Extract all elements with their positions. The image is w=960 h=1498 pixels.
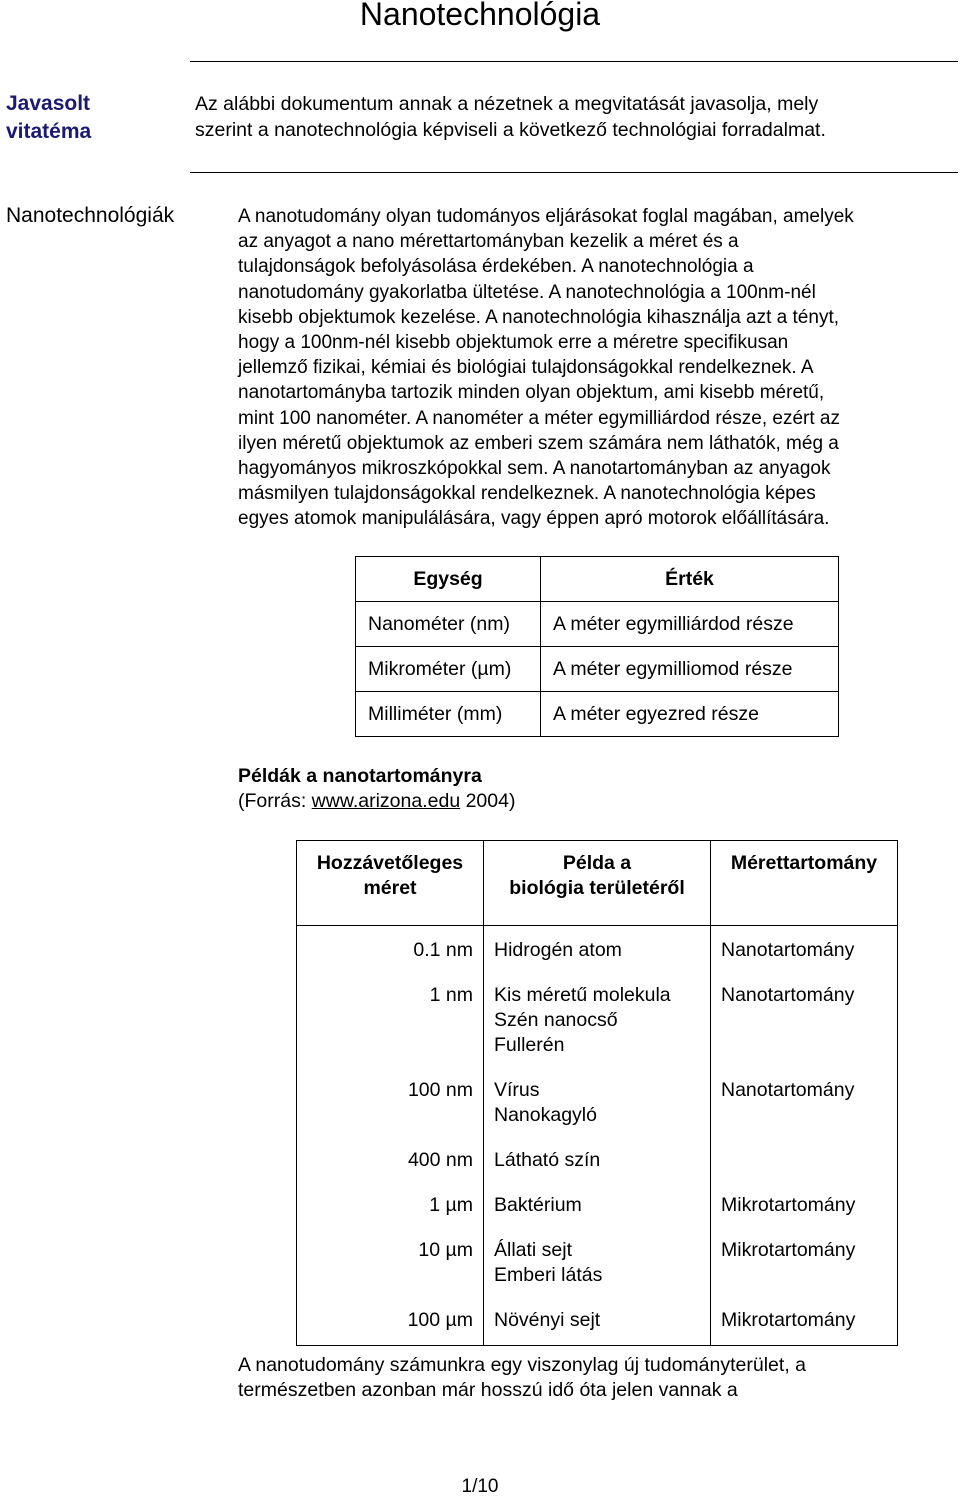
proposed-topic-label-line2: vitatéma: [6, 120, 92, 143]
example-cell: [484, 1218, 711, 1288]
example-line: Fullerén: [494, 1034, 565, 1056]
paragraph-line: hogy a 100nm-nél kisebb objektumok erre a méretre specifikusan: [238, 332, 789, 354]
source-prefix: (Forrás:: [238, 790, 312, 812]
range-cell: Nanotartomány: [711, 926, 898, 964]
size-cell: 100 nm: [297, 1058, 484, 1128]
proposed-topic-text: [195, 91, 826, 143]
paragraph-line: másmilyen tulajdonságokkal rendelkeznek. A nanotechnológia képes: [238, 483, 816, 505]
table-row: [297, 963, 898, 1058]
table-row: [356, 692, 839, 737]
examples-table: [296, 840, 898, 1346]
size-cell: 10 µm: [297, 1218, 484, 1288]
example-cell: [484, 926, 711, 964]
units-table: [355, 556, 839, 737]
size-cell: 100 µm: [297, 1288, 484, 1346]
page-title: Nanotechnológia: [359, 0, 601, 32]
size-cell: 1 nm: [297, 963, 484, 1058]
range-cell: Nanotartomány: [711, 1058, 898, 1128]
paragraph-line: jellemző fizikai, kémiai és biológiai tulajdonságokkal rendelkeznek. A: [238, 357, 814, 379]
table-row: [297, 1058, 898, 1128]
table-row: [297, 1288, 898, 1346]
paragraph-line: hagyományos mikroszkópokkal sem. A nanotartományban az anyagok: [238, 458, 831, 480]
paragraph-line: az anyagot a nano mérettartományban kezelik a méret és a: [238, 231, 739, 253]
range-cell: Mikrotartomány: [711, 1288, 898, 1346]
paragraph-line: kisebb objektumok kezelése. A nanotechnológia kihasználja azt a tényt,: [238, 306, 839, 328]
closing-paragraph: [238, 1353, 806, 1403]
source-suffix: 2004): [460, 790, 516, 812]
header-example: [484, 841, 711, 926]
size-cell: 400 nm: [297, 1128, 484, 1173]
range-cell: [711, 1128, 898, 1173]
paragraph-line: egyes atomok manipulálására, vagy éppen apró motorok előállítására.: [238, 508, 830, 530]
value-cell: A méter egyezred része: [541, 692, 839, 737]
table-row: [356, 647, 839, 692]
example-line: Emberi látás: [494, 1264, 603, 1286]
example-cell: [484, 1288, 711, 1346]
example-line: Állati sejt: [494, 1239, 573, 1261]
header-range: Mérettartomány: [711, 841, 898, 926]
proposed-topic-label: [6, 90, 91, 146]
range-cell: Nanotartomány: [711, 963, 898, 1058]
proposed-topic-label-line1: Javasolt: [6, 92, 91, 115]
unit-cell: Mikrométer (µm): [356, 647, 541, 692]
paragraph-line: ilyen méretű objektumok az emberi szem számára nem láthatók, még a: [238, 432, 839, 454]
nanotech-section-text: [238, 204, 854, 532]
size-cell: 1 µm: [297, 1173, 484, 1218]
example-line: Növényi sejt: [494, 1309, 601, 1331]
units-header-value: Érték: [541, 557, 839, 602]
paragraph-line: A nanotudomány számunkra egy viszonylag új tudományterület, a: [238, 1354, 806, 1376]
unit-cell: Nanométer (nm): [356, 602, 541, 647]
table-row: [297, 1128, 898, 1173]
range-cell: Mikrotartomány: [711, 1173, 898, 1218]
example-line: Kis méretű molekula: [494, 984, 671, 1006]
title-divider: [190, 61, 958, 62]
range-cell: Mikrotartomány: [711, 1218, 898, 1288]
proposed-topic-line: Az alábbi dokumentum annak a nézetnek a megvitatását javasolja, mely: [195, 93, 819, 115]
examples-heading: Példák a nanotartományra: [238, 765, 482, 787]
units-header-unit: Egység: [356, 557, 541, 602]
paragraph-line: nanotudomány gyakorlatba ültetése. A nanotechnológia a 100nm-nél: [238, 281, 816, 303]
example-line: Látható szín: [494, 1149, 601, 1171]
proposed-topic-line: szerint a nanotechnológia képviseli a következő technológiai forradalmat.: [195, 119, 826, 141]
size-cell: 0.1 nm: [297, 926, 484, 964]
paragraph-line: tulajdonságok befolyásolása érdekében. A nanotechnológia a: [238, 256, 754, 278]
paragraph-line: nanotartományba tartozik minden olyan objektum, ami kisebb méretű,: [238, 382, 825, 404]
units-table-header-row: [356, 557, 839, 602]
example-line: Vírus: [494, 1079, 540, 1101]
example-cell: [484, 1128, 711, 1173]
paragraph-line: A nanotudomány olyan tudományos eljárásokat foglal magában, amelyek: [238, 206, 854, 227]
nanotech-section-label: Nanotechnológiák: [6, 204, 175, 227]
value-cell: A méter egymilliomod része: [541, 647, 839, 692]
table-row: [356, 602, 839, 647]
unit-cell: Milliméter (mm): [356, 692, 541, 737]
example-line: Szén nanocső: [494, 1009, 618, 1031]
example-cell: [484, 963, 711, 1058]
examples-source: [238, 789, 515, 814]
example-cell: [484, 1173, 711, 1218]
paragraph-line: természetben azonban már hosszú idő óta jelen vannak a: [238, 1379, 738, 1401]
examples-header-row: [297, 841, 898, 926]
header-size-line2: méret: [363, 877, 417, 899]
header-example-line1: Példa a: [562, 852, 632, 874]
example-line: Baktérium: [494, 1194, 582, 1216]
example-cell: [484, 1058, 711, 1128]
source-link[interactable]: www.arizona.edu: [311, 790, 461, 812]
table-row: [297, 926, 898, 964]
example-line: Nanokagyló: [494, 1104, 597, 1126]
example-line: Hidrogén atom: [494, 939, 622, 961]
paragraph-line: mint 100 nanométer. A nanométer a méter egymilliárdod része, ezért az: [238, 407, 840, 429]
examples-heading-block: [238, 764, 515, 814]
table-row: [297, 1173, 898, 1218]
value-cell: A méter egymilliárdod része: [541, 602, 839, 647]
header-size-line1: Hozzávetőleges: [316, 852, 464, 874]
page-number: 1/10: [461, 1476, 499, 1497]
header-example-line2: biológia területéről: [509, 877, 685, 899]
table-row: [297, 1218, 898, 1288]
topic-divider: [190, 172, 958, 173]
header-size: [297, 841, 484, 926]
